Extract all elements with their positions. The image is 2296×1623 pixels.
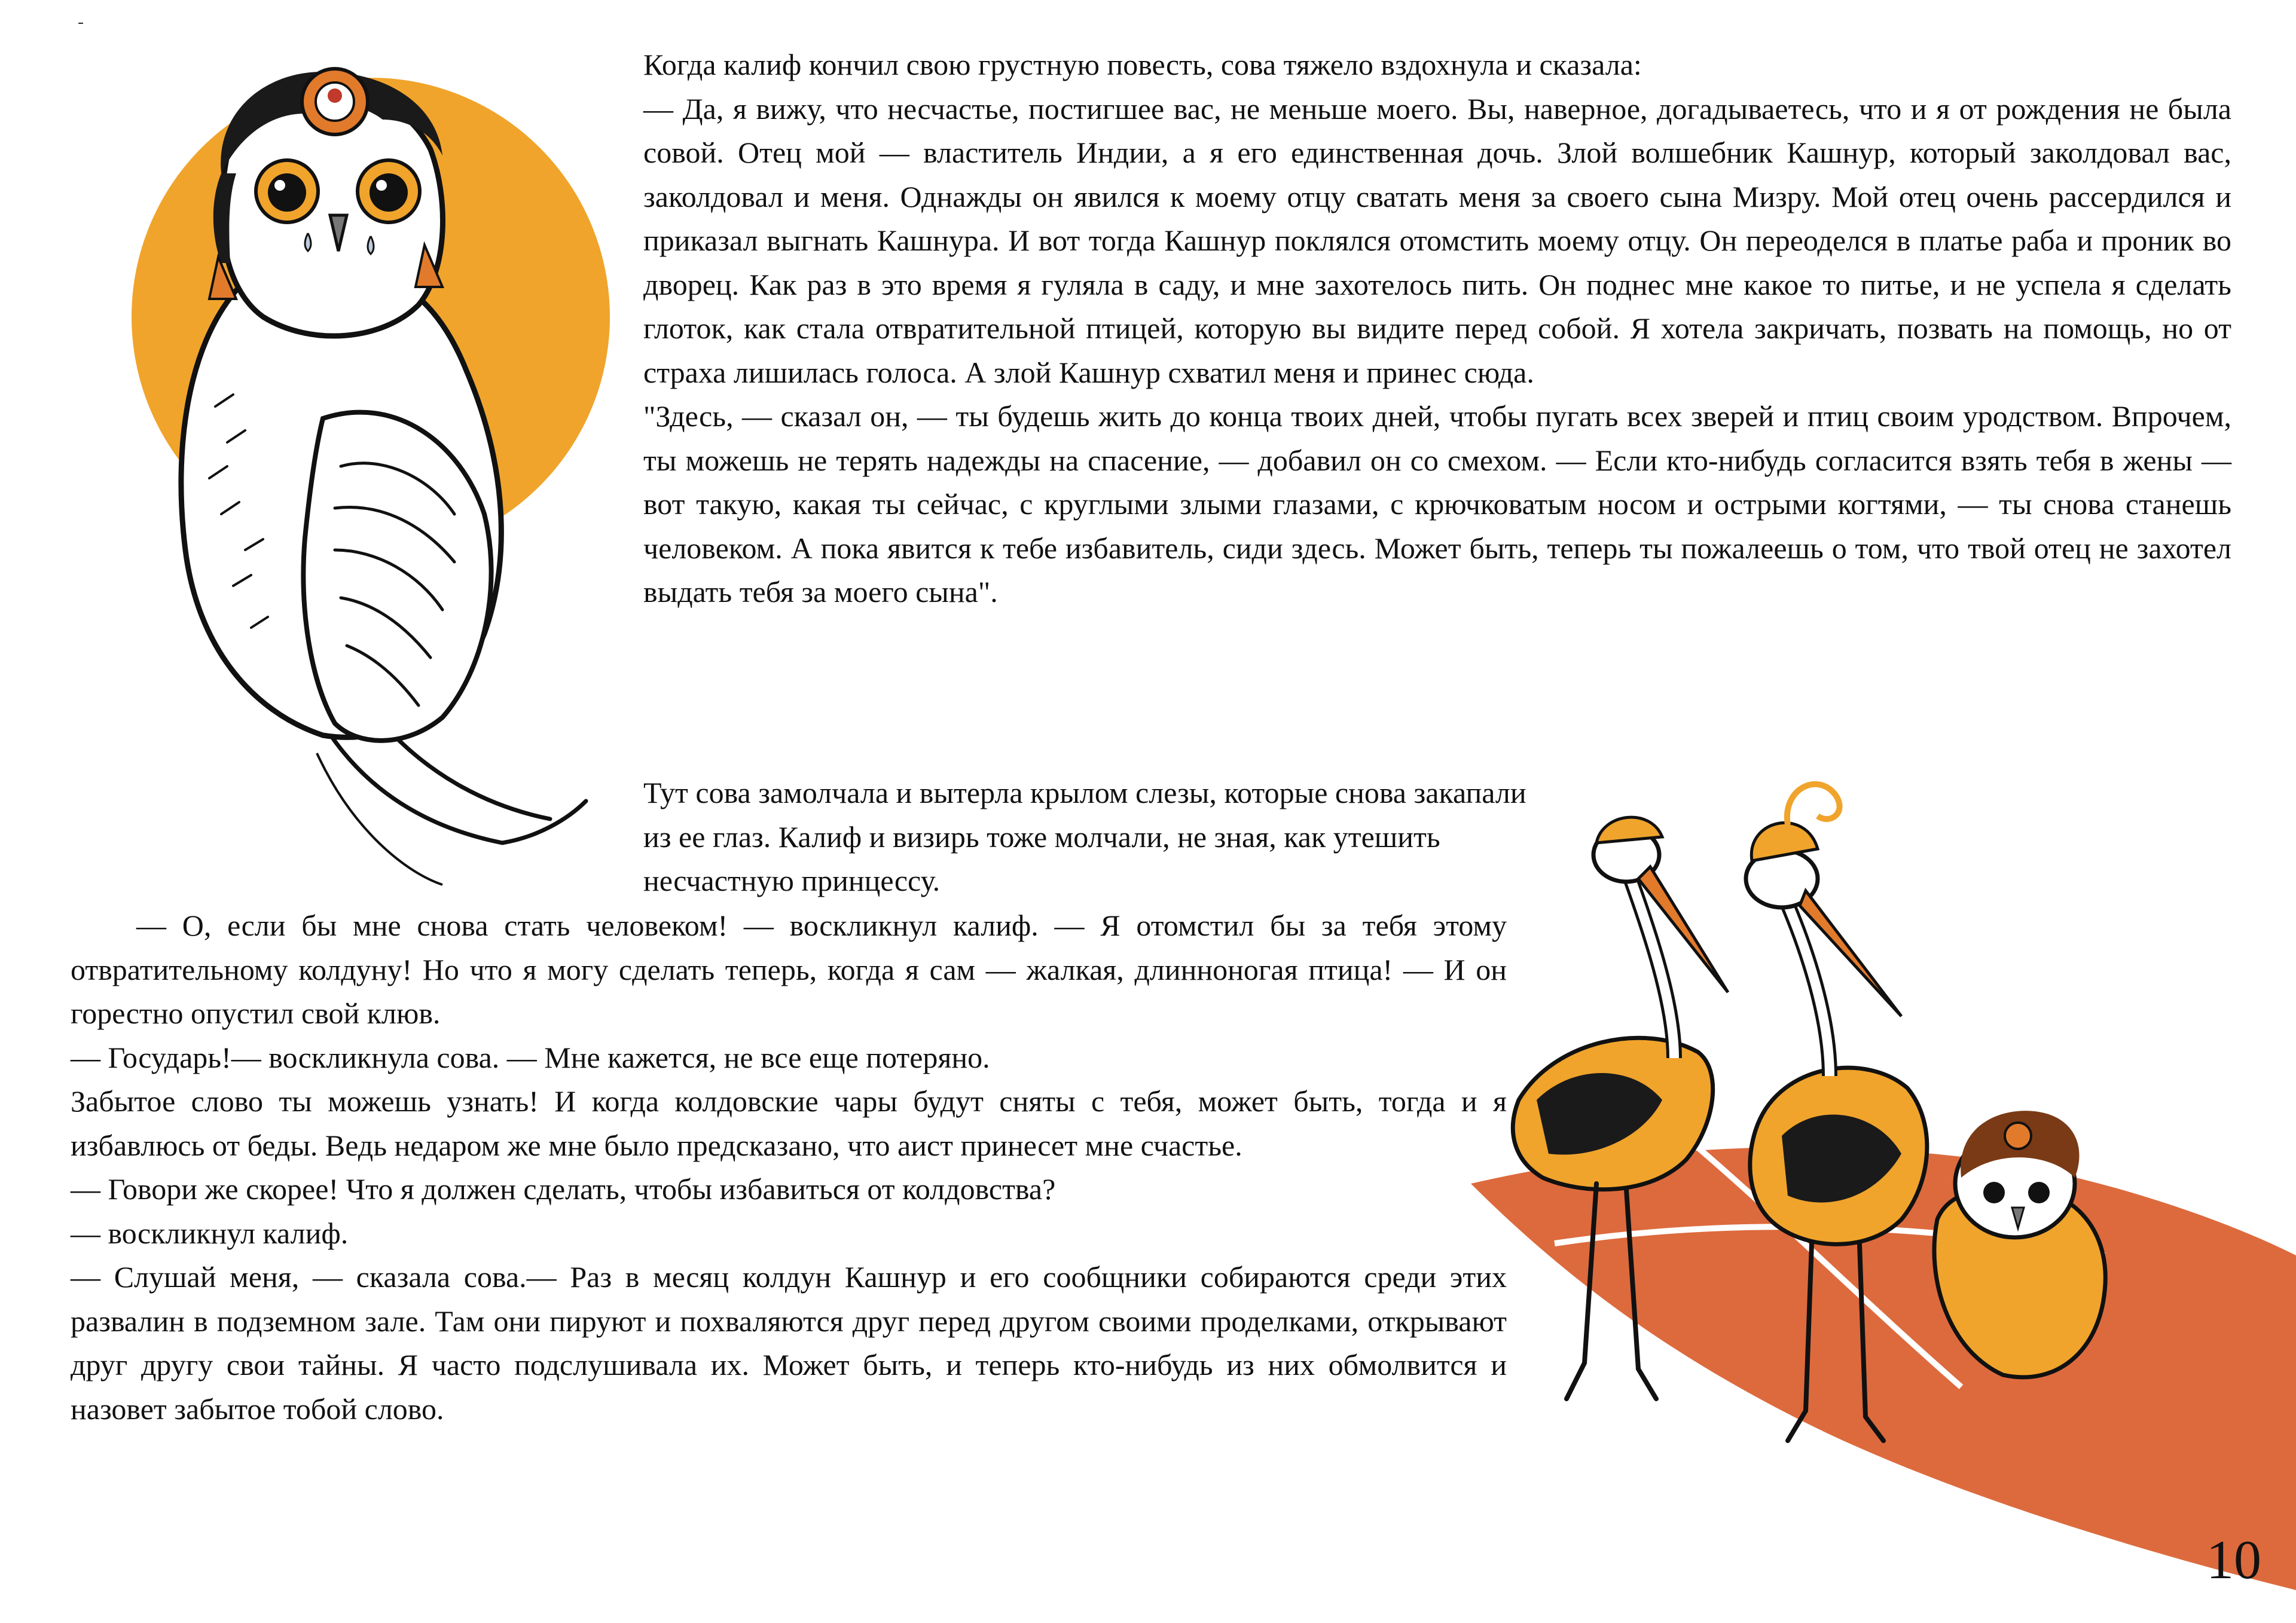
paragraph: "Здесь, — сказал он, — ты будешь жить до конца твоих дней, чтобы пугать всех зверей и птиц своим уродством. Впрочем, ты можешь не терять надежды на спасение, — добавил он со смехом. — Если кто-нибудь согласится взять тебя в жены — вот такую, какая ты сейчас, с круглыми злыми глазами, с крючковатым носом и острыми когтями, — ты снова станешь человеком. А пока явится к тебе избавитель, сиди здесь. Может быть, теперь ты пожалеешь о том, что твой отец не захотел выдать тебя за моего сына". (643, 399, 2231, 609)
text-block-bottom (71, 904, 1507, 1431)
paragraph: — Да, я вижу, что несчастье, постигшее вас, не меньше моего. Вы, наверное, догадываетесь, что и я от рождения не была совой. Отец мой — властитель Индии, а я его единственная дочь. Злой волшебник Кашнур, который заколдовал вас, заколдовал и меня. Однажды он явился к моему отцу сватать меня за своего сына Мизру. Мой отец очень рассердился и приказал выгнать Кашнура. И вот тогда Кашнур поклялся отомстить моему отцу. Он переоделся в платье раба и проник во дворец. Как раз в это время я гуляла в саду, и мне захотелось пить. Он поднес мне какое то питье, и не успела я сделать глоток, как стала отвратительной птицей, которую вы видите перед собой. Я хотела закричать, позвать на помощь, но от страха лишилась голоса. А злой Кашнур схватил меня и принес сюда. (643, 91, 2231, 389)
paragraph: — воскликнул калиф. (71, 1216, 349, 1250)
text-block-middle (643, 771, 1803, 903)
owl-princess-illustration (72, 36, 646, 909)
paragraph: — Слушай меня, — сказала сова.— Раз в месяц колдун Кашнур и его сообщники собираются среди этих развалин в подземном зале. Там они пируют и похваляются друг перед другом своими проделками, открывают друг другу свои тайны. Я часто подслушивала их. Может быть, и теперь кто-нибудь из них обмолвится и назовет забытое тобой слово. (71, 1260, 1507, 1426)
corner-mark: - (78, 12, 84, 32)
paragraph: — Государь!— воскликнула сова. — Мне кажется, не все еще потеряно. (71, 1040, 990, 1074)
paragraph: Тут сова замолчала и вытерла крылом слезы, которые снова закапали (643, 776, 1526, 809)
paragraph: Когда калиф кончил свою грустную повесть, сова тяжело вздохнула и сказала: (643, 48, 1642, 81)
small-owl-eye-left (1983, 1182, 2005, 1203)
small-owl-jewel (2005, 1123, 2031, 1149)
paragraph: — Говори же скорее! Что я должен сделать, чтобы избавиться от колдовства? (71, 1172, 1056, 1206)
paragraph: из ее глаз. Калиф и визирь тоже молчали, не зная, как утешить (643, 820, 1440, 854)
small-owl-eye-right (2028, 1182, 2050, 1203)
paragraph: несчастную принцессу. (643, 864, 941, 897)
page-number: 10 (2206, 1529, 2261, 1590)
paragraph: Забытое слово ты можешь узнать! И когда колдовские чары будут сняты с тебя, может быть, тогда и я избавлюсь от беды. Ведь недаром же мне было предсказано, что аист принесет мне счастье. (71, 1084, 1507, 1162)
text-block-top (643, 43, 2231, 615)
owl-tail-fine (317, 753, 442, 885)
paragraph: — О, если бы мне снова стать человеком! — воскликнул калиф. — Я отомстил бы за тебя этому отвратительному колдуну! Но что я могу сделать теперь, когда я сам — жалкая, длинноногая птица! — И он горестно опустил свой клюв. (71, 909, 1507, 1030)
